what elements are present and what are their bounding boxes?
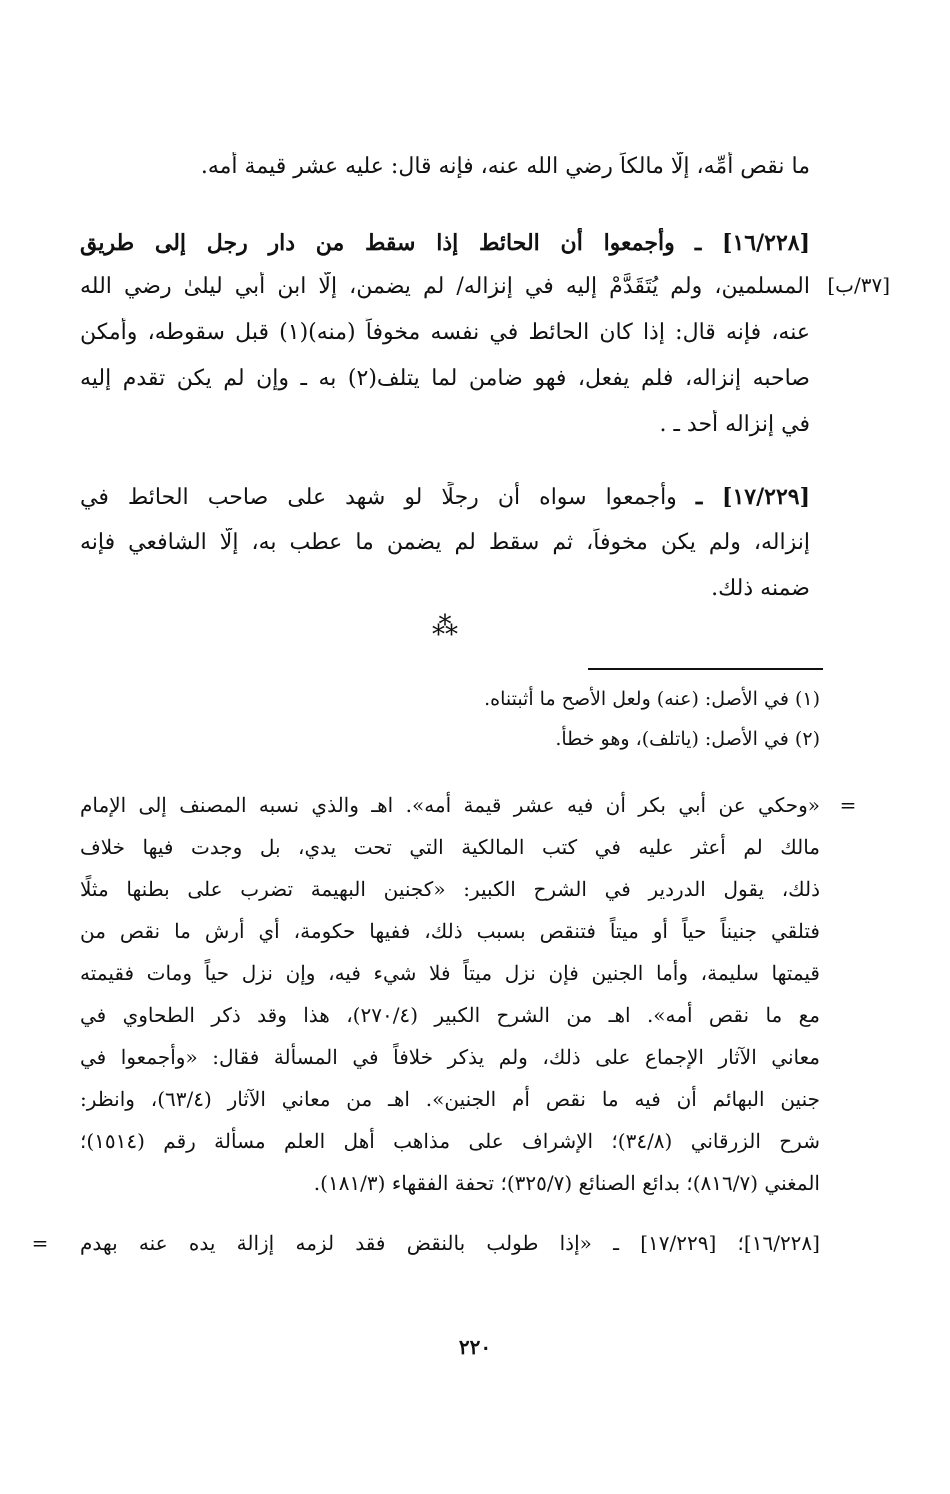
last-note-line: [١٦/٢٢٨]؛ [١٧/٢٢٩] ـ «إذا طولب بالنقض فقد لزمه إزالة يده عنه بهدم [80,1231,820,1255]
commentary-line-10: المغني (٨١٦/٧)؛ بدائع الصنائع (٣٢٥/٧)؛ تحفة الفقهاء (١٨١/٣). [313,1171,820,1195]
para1-line-3: عنه، فإنه قال: إذا كان الحائط في نفسه مخوفاً (منه)(١) قبل سقوطه، وأمكن [80,320,810,345]
commentary-line-6: مع ما نقص أمه». اهـ من الشرح الكبير (٢٧٠/٤)، هذا وقد ذكر الطحاوي في [80,1003,820,1027]
continuation-mark-bottom: = [31,1231,49,1255]
para1-text-1: وأجمعوا أن الحائط إذا سقط من دار رجل إلى طريق [80,230,675,256]
para2-line-1 [80,482,810,513]
para2-line-2: إنزاله، ولم يكن مخوفاً، ثم سقط لم يضمن ما عطب به، إلَّا الشافعي فإنه [80,530,810,555]
commentary-line-8: جنين البهائم أن فيه ما نقص أم الجنين». اهـ من معاني الآثار (٦٣/٤)، وانظر: [80,1087,820,1111]
continuation-mark-top: = [839,793,857,817]
commentary-line-4: فتلقي جنيناً حياً أو ميتاً فتنقص بسبب ذلك، ففيها حكومة، أي أرش ما نقص من [80,919,820,943]
commentary-line-1: «وحكي عن أبي بكر أن فيه عشر قيمة أمه». اهـ والذي نسبه المصنف إلى الإمام [80,793,820,817]
para1-ref: [١٦/٢٢٨] ـ [694,230,810,256]
section-separator: ⁂ [432,612,458,642]
footnote-1: (١) في الأصل: (عنه) ولعل الأصح ما أثبتناه. [484,688,820,710]
para2-line-3: ضمنه ذلك. [711,576,810,601]
margin-reference: [٣٧/ب] [827,273,890,297]
commentary-line-7: معاني الآثار الإجماع على ذلك، ولم يذكر خلافاً في المسألة فقال: «وأجمعوا في [80,1045,820,1069]
commentary-line-5: قيمتها سليمة، وأما الجنين فإن نزل ميتاً فلا شيء فيه، وإن نزل حياً ومات فقيمته [80,961,820,985]
para1-line-1 [80,228,810,259]
para2-text-1: وأجمعوا سواه أن رجلًا لو شهد على صاحب الحائط في [80,485,677,510]
top-line: ما نقص أُمِّه، إلَّا مالكاً رضي الله عنه، فإنه قال: عليه عشر قيمة أمه. [200,154,810,179]
commentary-line-2: مالك لم أعثر عليه في كتب المالكية التي تحت يدي، بل وجدت فيها خلاف [80,835,820,859]
footnote-rule [588,668,823,670]
para1-line-5: في إنزاله أحد ـ . [659,412,810,437]
page-number: ٢٢٠ [458,1335,492,1359]
footnote-2: (٢) في الأصل: (ياتلف)، وهو خطأ. [555,728,820,750]
commentary-line-9: شرح الزرقاني (٣٤/٨)؛ الإشراف على مذاهب أهل العلم مسألة رقم (١٥١٤)؛ [80,1129,820,1153]
para1-line-4: صاحبه إنزاله، فلم يفعل، فهو ضامن لما يتلف(٢) به ـ وإن لم يكن تقدم إليه [80,366,810,391]
commentary-line-3: ذلك، يقول الدردير في الشرح الكبير: «كجنين البهيمة تضرب على بطنها مثلًا [80,877,820,901]
para1-line-2: المسلمين، ولم يُتَقَدَّمْ إليه في إنزاله/ لم يضمن، إلَّا ابن أبي ليلىٰ رضي الله [80,274,810,299]
para2-ref: [١٧/٢٢٩] ـ [695,484,810,510]
